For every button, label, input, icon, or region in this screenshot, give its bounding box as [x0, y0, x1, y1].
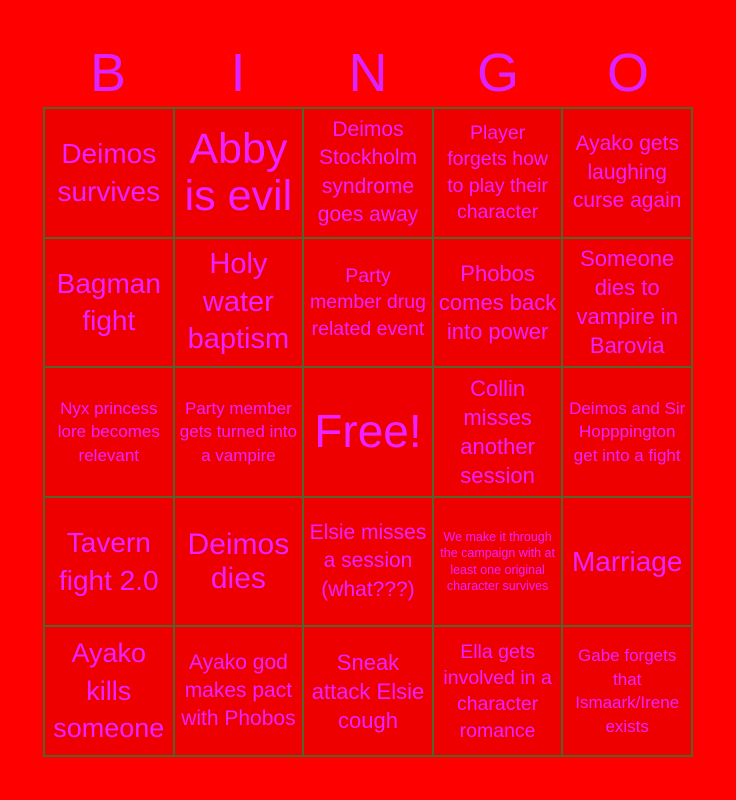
free-space-cell[interactable]: Free! — [303, 367, 433, 497]
bingo-cell[interactable]: Bagman fight — [44, 238, 174, 368]
bingo-cell[interactable]: Abby is evil — [174, 108, 304, 238]
bingo-cell[interactable]: Player forgets how to play their character — [433, 108, 563, 238]
bingo-grid — [43, 107, 693, 757]
header-letter-g: G — [476, 43, 519, 103]
bingo-cell[interactable]: Phobos comes back into power — [433, 238, 563, 368]
bingo-cell[interactable]: Holy water baptism — [174, 238, 304, 368]
bingo-cell[interactable]: Deimos Stockholm syndrome goes away — [303, 108, 433, 238]
bingo-cell[interactable]: Ayako gets laughing curse again — [562, 108, 692, 238]
header-letter-o: O — [606, 43, 649, 103]
bingo-cell[interactable]: Deimos survives — [44, 108, 174, 238]
bingo-cell[interactable]: Tavern fight 2.0 — [44, 497, 174, 627]
bingo-cell[interactable]: Sneak attack Elsie cough — [303, 626, 433, 756]
bingo-cell[interactable]: Someone dies to vampire in Barovia — [562, 238, 692, 368]
header-letter-n: N — [348, 43, 388, 103]
bingo-header — [43, 40, 693, 106]
bingo-cell[interactable]: Ayako kills someone — [44, 626, 174, 756]
bingo-cell[interactable]: Gabe forgets that Ismaark/Irene exists — [562, 626, 692, 756]
header-letter-i: I — [230, 43, 246, 103]
bingo-cell[interactable]: We make it through the campaign with at least one original character survives — [433, 497, 563, 627]
bingo-cell[interactable]: Deimos dies — [174, 497, 304, 627]
bingo-cell[interactable]: Marriage — [562, 497, 692, 627]
bingo-cell[interactable]: Collin misses another session — [433, 367, 563, 497]
bingo-cell[interactable]: Ella gets involved in a character romance — [433, 626, 563, 756]
bingo-cell[interactable]: Nyx princess lore becomes relevant — [44, 367, 174, 497]
bingo-cell[interactable]: Deimos and Sir Hopppington get into a fight — [562, 367, 692, 497]
bingo-cell[interactable]: Elsie misses a session (what???) — [303, 497, 433, 627]
bingo-cell[interactable]: Party member gets turned into a vampire — [174, 367, 304, 497]
bingo-cell[interactable]: Party member drug related event — [303, 238, 433, 368]
header-letter-b: B — [89, 43, 127, 103]
bingo-cell[interactable]: Ayako god makes pact with Phobos — [174, 626, 304, 756]
